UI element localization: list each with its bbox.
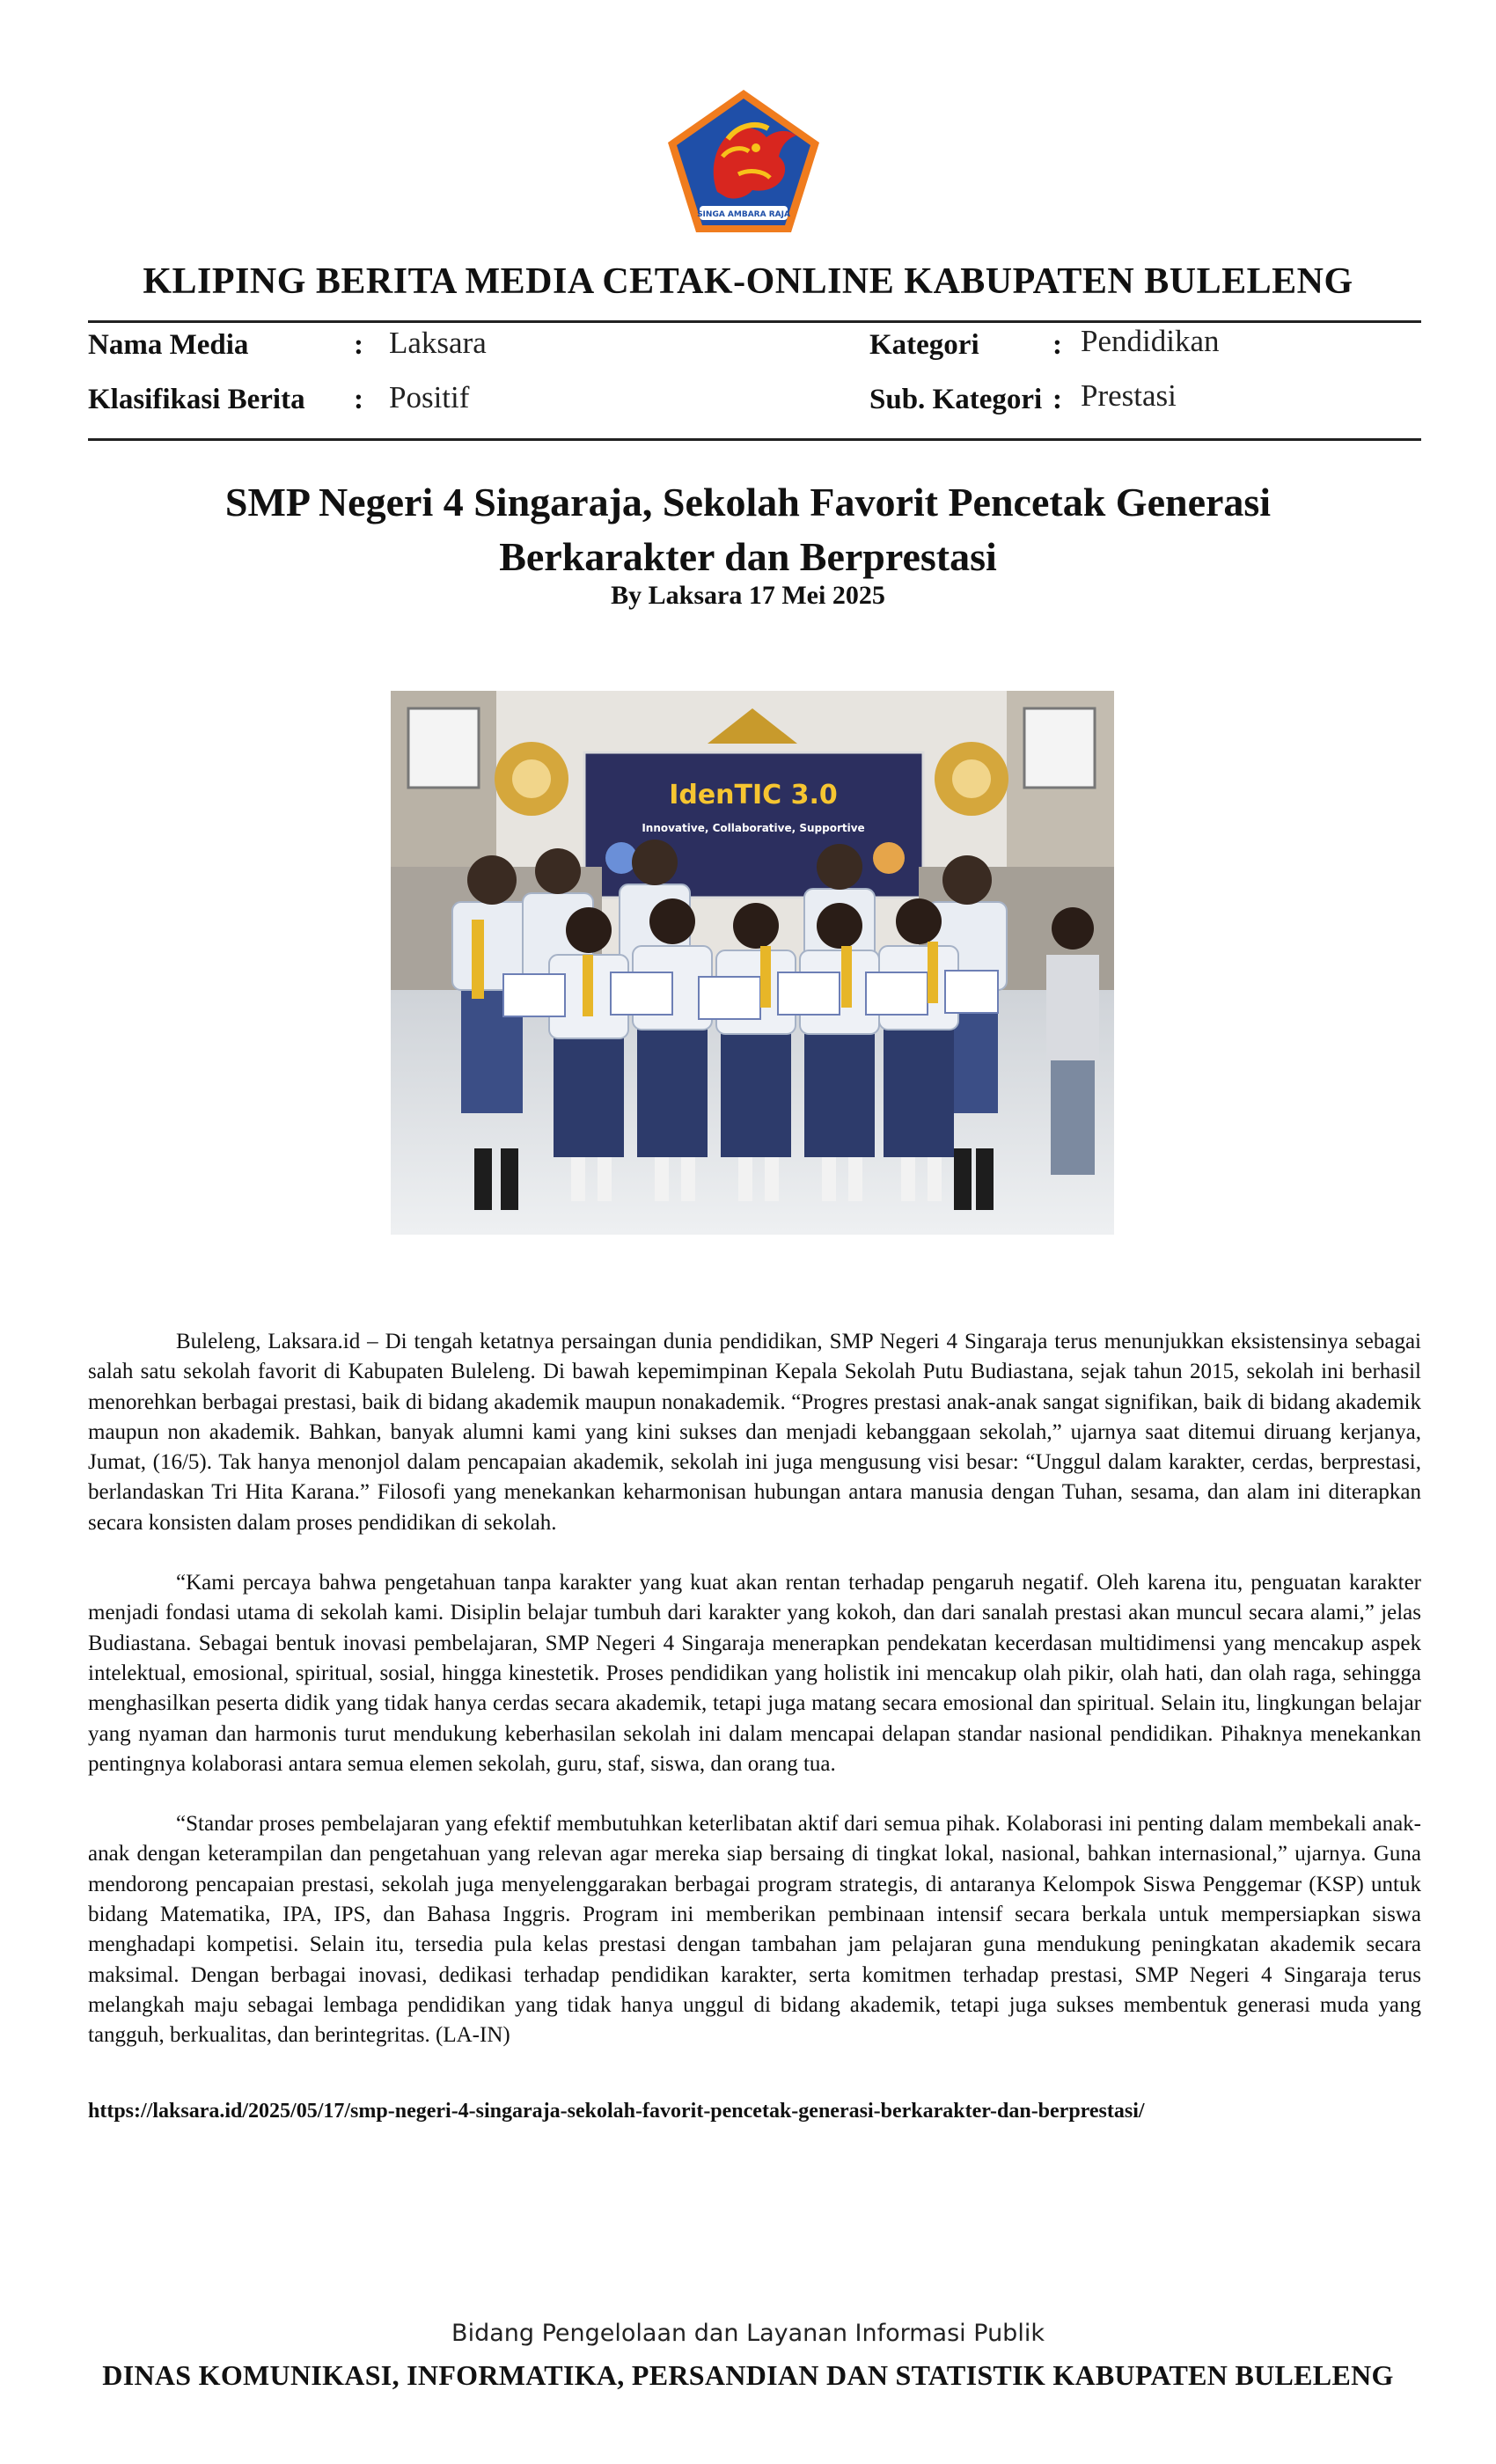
klasifikasi-berita-value: Positif: [389, 380, 470, 414]
buleleng-emblem-logo: [664, 86, 823, 236]
article-paragraph-2: “Kami percaya bahwa pengetahuan tanpa karakter yang kuat akan rentan terhadap pengaruh negatif. Oleh karena itu, penguatan karakter menjadi fondasi utama di sekolah kami. Disiplin belajar tumbuh dari karakter yang kokoh, dan dari sanalah prestasi akan muncul secara alami,” jelas Budiastana. Sebagai bentuk inovasi pembelajaran, SMP Negeri 4 Singaraja menerapkan pendekatan kecerdasan multidimensi yang mencakup aspek intelektual, emosional, spiritual, sosial, hingga kinestetik. Proses pendidikan yang holistik ini mencakup olah pikir, olah hati, dan olah raga, sehingga menghasilkan peserta didik yang tidak hanya cerdas secara akademik, tetapi juga matang secara emosional dan spiritual. Selain itu, lingkungan belajar yang nyaman dan harmonis turut mendukung keberhasilan sekolah ini dalam mencapai delapan standar nasional pendidikan. Pihaknya menekankan pentingnya kolaborasi antara semua elemen sekolah, guru, staf, siswa, dan orang tua.: [88, 1571, 1421, 1776]
klasifikasi-berita-colon: :: [354, 384, 363, 415]
source-url-link[interactable]: https://laksara.id/2025/05/17/smp-negeri-4-singaraja-sekolah-favorit-pencetak-generasi-berkarakter-dan-berprestasi/: [88, 2100, 1145, 2123]
article-paragraph-1: Buleleng, Laksara.id – Di tengah ketatnya persaingan dunia pendidikan, SMP Negeri 4 Singaraja terus menunjukkan eksistensinya sebagai salah satu sekolah favorit di Kabupaten Buleleng. Di bawah kepemimpinan Kepala Sekolah Putu Budiastana, sejak tahun 2015, sekolah ini berhasil menorehkan berbagai prestasi, baik di bidang akademik maupun nonakademik. “Progres prestasi anak-anak sangat signifikan, baik di bidang akademik maupun non akademik. Bahkan, banyak alumni kami yang kini sukses dan menjadi kebanggaan sekolah,” ujarnya saat ditemui diruang kerjanya, Jumat, (16/5). Tak hanya menonjol dalam pencapaian akademik, sekolah ini juga mengusung visi besar: “Unggul dalam karakter, cerdas, berprestasi, berlandaskan Tri Hita Karana.” Filosofi yang menekankan keharmonisan hubungan antara manusia dengan Tuhan, sesama, dan alam ini diterapkan secara konsisten dalam proses pendidikan di sekolah.: [88, 1330, 1421, 1535]
klasifikasi-berita-label: Klasifikasi Berita: [88, 384, 305, 415]
article-body: [88, 1327, 1421, 2081]
nama-media-colon: :: [354, 329, 363, 361]
article-byline: By Laksara 17 Mei 2025: [611, 581, 885, 610]
nama-media-value: Laksara: [389, 326, 487, 360]
sub-kategori-value: Prestasi: [1081, 378, 1177, 413]
clipping-header-title: KLIPING BERITA MEDIA CETAK-ONLINE KABUPATEN BULELENG: [143, 261, 1353, 302]
article-title: SMP Negeri 4 Singaraja, Sekolah Favorit Pencetak Generasi Berkarakter dan Berprestasi: [224, 480, 1272, 579]
kategori-value: Pendidikan: [1081, 324, 1220, 358]
banner-subtitle: Innovative, Collaborative, Supportive: [642, 822, 865, 834]
header-divider-bottom: [88, 438, 1421, 441]
logo-caption: SINGA AMBARA RAJA: [697, 210, 790, 219]
footer-agency: DINAS KOMUNIKASI, INFORMATIKA, PERSANDIAN DAN STATISTIK KABUPATEN BULELENG: [102, 2359, 1394, 2391]
footer-division: Bidang Pengelolaan dan Layanan Informasi Publik: [451, 2320, 1045, 2347]
article-photo-students-with-trophies: [391, 691, 1114, 1235]
kategori-label: Kategori: [869, 329, 979, 361]
nama-media-label: Nama Media: [88, 329, 249, 361]
banner-title: IdenTIC 3.0: [669, 780, 838, 810]
kategori-colon: :: [1052, 329, 1062, 361]
header-divider-top: [88, 320, 1421, 323]
sub-kategori-colon: :: [1052, 384, 1062, 415]
article-paragraph-3: “Standar proses pembelajaran yang efektif membutuhkan keterlibatan aktif dari semua pihak. Kolaborasi ini penting dalam membekali anak-anak dengan keterampilan dan pengetahuan yang relevan agar mereka siap bersaing di tingkat lokal, nasional, bahkan internasional,” ujarnya. Guna mendorong pencapaian prestasi, sekolah juga menyelenggarakan berbagai program strategis, di antaranya Kelompok Siswa Penggemar (KSP) untuk bidang Matematika, IPA, IPS, dan Bahasa Inggris. Program ini memberikan pembinaan intensif secara berkala untuk mempersiapkan siswa menghadapi kompetisi. Selain itu, tersedia pula kelas prestasi dengan tambahan jam pelajaran guna mendukung peningkatan akademik secara maksimal. Dengan berbagai inovasi, dedikasi terhadap pendidikan karakter, serta komitmen terhadap prestasi, SMP Negeri 4 Singaraja terus melangkah maju sebagai lembaga pendidikan yang tidak hanya unggul di bidang akademik, tetapi juga sukses membentuk generasi muda yang tangguh, berkualitas, dan berintegritas. (LA-IN): [88, 1812, 1421, 2048]
sub-kategori-label: Sub. Kategori: [869, 384, 1043, 415]
